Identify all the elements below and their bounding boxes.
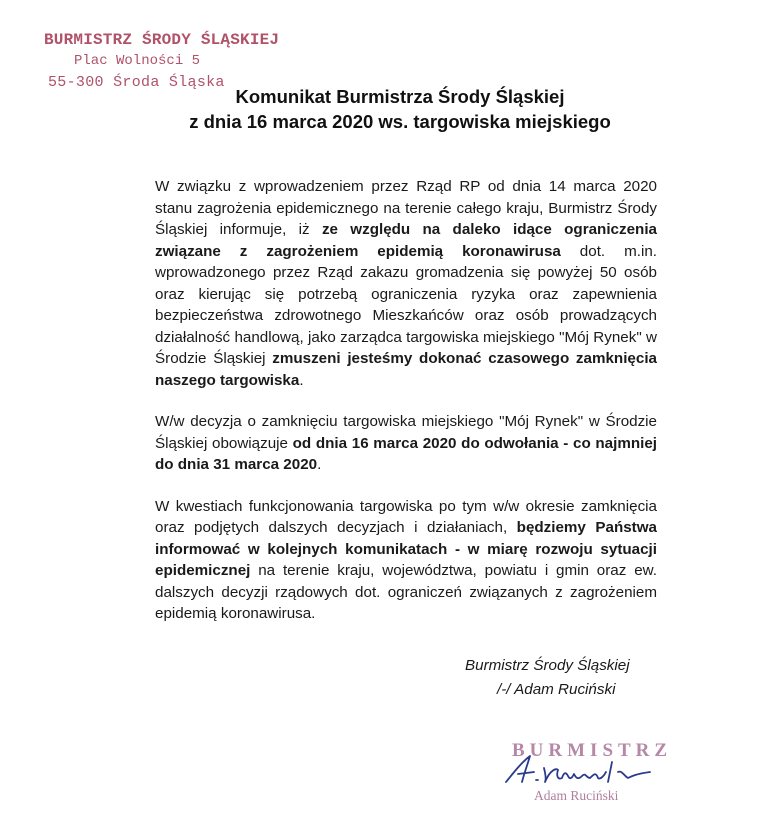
p3-text-c: na terenie kraju, województwa, powiatu i gmin oraz ew. dalszych decyzji rządowych dot. ograniczeń związanych z zagrożeniem epidemią koronawirusa. bbox=[155, 562, 657, 622]
p1-bold-b: ze względu na daleko idące ograniczenia związane z zagrożeniem epidemią koronawirusa bbox=[155, 221, 657, 260]
p1-text-a: W związku z wprowadzeniem przez Rząd RP od dnia 14 marca 2020 stanu zagrożenia epidemicznego na terenie całego kraju, Burmistrz Środy Śląskiej informuje, iż bbox=[155, 178, 657, 238]
p2-bold-b: od dnia 16 marca 2020 do odwołania - co najmniej do dnia 31 marca 2020 bbox=[155, 434, 658, 473]
signature-stamp-word: BURMISTRZ bbox=[512, 740, 673, 761]
paragraph-1 bbox=[155, 176, 657, 391]
document-title bbox=[120, 84, 680, 134]
p3-bold-b: będziemy Państwa informować w kolejnych komunikatach - w miarę rozwoju sytuacji epidemicznej bbox=[155, 519, 657, 579]
paragraph-3 bbox=[155, 496, 657, 625]
stamp-city: 55-300 Środa Śląska bbox=[48, 74, 225, 91]
paragraph-2 bbox=[155, 411, 657, 476]
document-body bbox=[155, 176, 657, 645]
p3-text-a: W kwestiach funkcjonowania targowiska po tym w/w okresie zamknięcia oraz podjętych dalszych decyzjach i działaniach, bbox=[155, 497, 657, 536]
signature-stamp bbox=[500, 740, 673, 810]
stamp-office-name: BURMISTRZ ŚRODY ŚLĄSKIEJ bbox=[44, 31, 280, 49]
p1-text-c: dot. m.in. wprowadzonego przez Rząd zakazu gromadzenia się powyżej 50 osób oraz kierując się potrzebą ograniczenia ryzyka oraz zapewnienia bezpieczeństwa zdrowotnego Mieszkańców oraz osób prowadzących działalność handlową, jako zarządca targowiska miejskiego "Mój Rynek" w Środzie Śląskiej bbox=[155, 242, 658, 367]
signature-title: Burmistrz Środy Śląskiej bbox=[465, 657, 630, 674]
signature-block bbox=[465, 654, 630, 702]
p1-text-e: . bbox=[299, 371, 304, 389]
signature-name: /-/ Adam Ruciński bbox=[497, 681, 616, 698]
p2-text-a: W/w decyzja o zamknięciu targowiska miejskiego "Mój Rynek" w Środzie Śląskiej obowiązuje bbox=[155, 413, 657, 452]
p1-bold-d: zmuszeni jesteśmy dokonać czasowego zamknięcia naszego targowiska bbox=[155, 350, 657, 389]
signature-stamp-name: Adam Ruciński bbox=[534, 788, 619, 803]
title-line-2: z dnia 16 marca 2020 ws. targowiska miejskiego bbox=[189, 111, 611, 132]
stamp-street: Plac Wolności 5 bbox=[74, 53, 201, 69]
title-line-1: Komunikat Burmistrza Środy Śląskiej bbox=[235, 86, 565, 107]
p2-text-c: . bbox=[317, 456, 322, 473]
handwritten-signature bbox=[500, 748, 660, 793]
